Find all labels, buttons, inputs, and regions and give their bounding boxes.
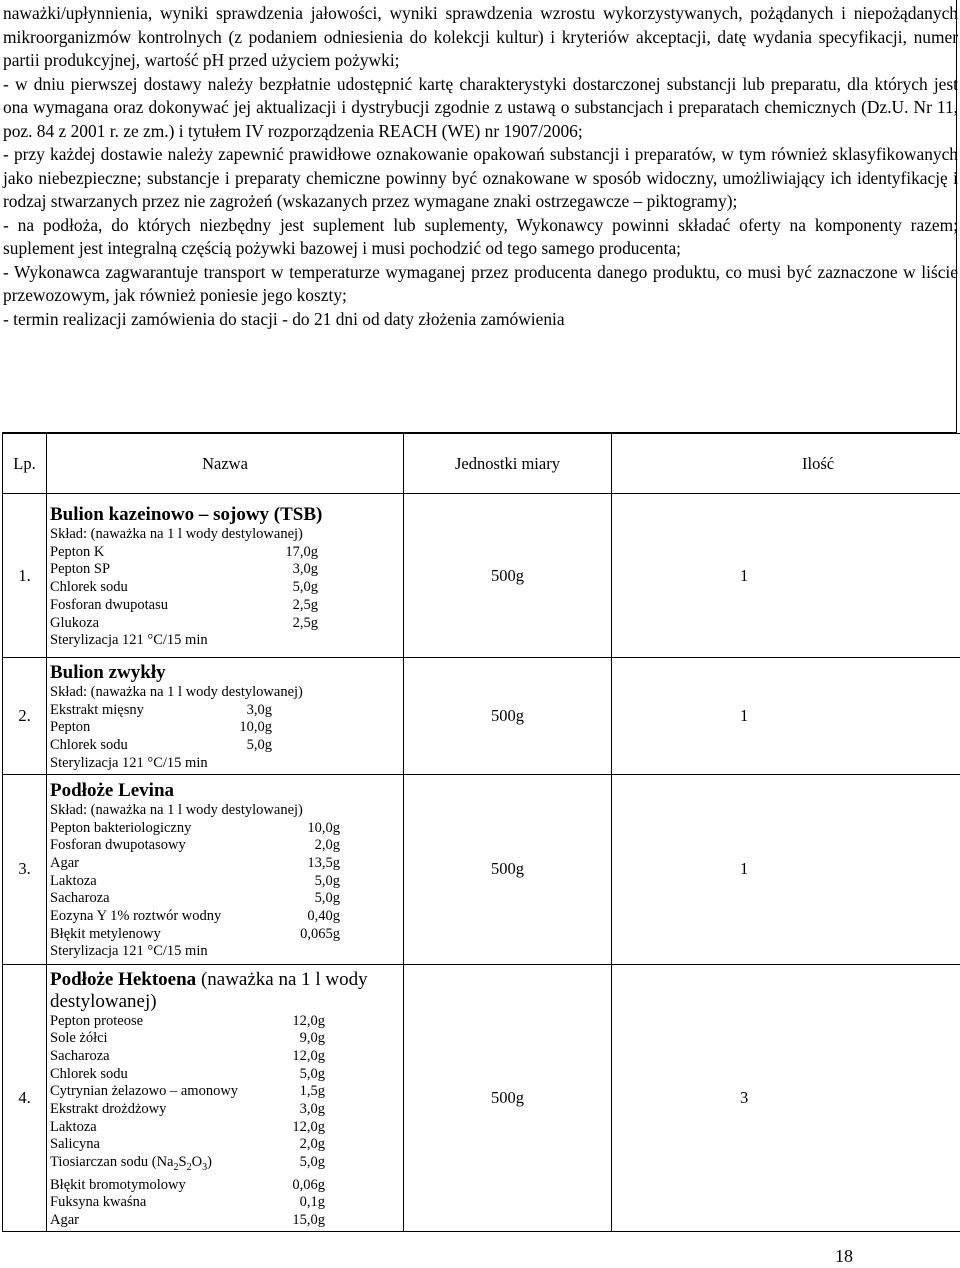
header-name: Nazwa (47, 434, 404, 494)
ingredient-line (50, 837, 399, 855)
product-title-name: Bulion kazeinowo – sojowy (TSB) (50, 504, 323, 526)
ingredient-line (50, 1194, 399, 1212)
ingredient-amount: 12,0g (292, 1012, 325, 1029)
product-title (50, 969, 399, 1013)
ingredient-amount: 12,0g (292, 1118, 325, 1135)
ingredient-name: Ekstrakt mięsny (50, 701, 144, 718)
ingredient-amount: 5,0g (314, 872, 340, 889)
row-qty: 1 (740, 859, 749, 879)
ingredient-amount: 10,0g (307, 819, 340, 836)
row-qty: 1 (740, 565, 749, 585)
ingredient-line (50, 890, 399, 908)
table-row (3, 658, 960, 775)
ingredient-amount: 5,0g (314, 890, 340, 907)
products-table (2, 433, 960, 1232)
ingredient-line (50, 561, 399, 579)
ingredient-line (50, 719, 399, 737)
row-qty: 3 (740, 1087, 749, 1107)
ingredient-amount: 5,0g (246, 737, 272, 754)
ingredient-name: Fuksyna kwaśna (50, 1194, 147, 1211)
ingredient-name: Chlorek sodu (50, 579, 128, 596)
ingredient-line (50, 737, 399, 755)
row-lp: 1. (3, 494, 47, 658)
ingredient-amount: 10,0g (239, 719, 272, 736)
composition-label: Skład: (naważka na 1 l wody destylowanej) (50, 526, 303, 543)
ingredient-name: Agar (50, 1212, 79, 1229)
ingredient-amount: 2,0g (299, 1136, 325, 1153)
ingredient-name: Cytrynian żelazowo – amonowy (50, 1083, 239, 1100)
product-description (47, 658, 403, 774)
header-unit: Jednostki miary (404, 434, 612, 494)
ingredient-line (50, 820, 399, 838)
product-description (47, 776, 403, 962)
ingredient-amount: 1,5g (299, 1083, 325, 1100)
sterilization-note: Sterylizacja 121 °C/15 min (50, 632, 208, 649)
intro-paragraph-5: - Wykonawca zagwarantuje transport w temperaturze wymaganej przez producenta danego produktu, co musi być zaznaczone w liście przewozowym, jak również poniesie jego koszty; (3, 261, 958, 305)
ingredient-name: Pepton (50, 719, 91, 736)
ingredient-name: Błękit metylenowy (50, 925, 161, 942)
ingredient-name: Sacharoza (50, 1047, 110, 1064)
page-number: 18 (835, 1246, 853, 1266)
ingredient-amount: 0,065g (300, 925, 340, 942)
ingredient-amount: 15,0g (292, 1212, 325, 1229)
ingredient-line (50, 1083, 399, 1101)
ingredient-amount: 13,5g (307, 854, 340, 871)
ingredient-line (50, 597, 399, 615)
ingredient-line (50, 579, 399, 597)
ingredient-line (50, 1066, 399, 1084)
row-name-cell (47, 494, 404, 658)
header-qty-label: Ilość (802, 453, 835, 473)
product-title-name: Podłoże Hektoena (50, 968, 197, 990)
ingredient-line (50, 702, 399, 720)
intro-paragraph-3: - przy każdej dostawie należy zapewnić prawidłowe oznakowanie opakowań substancji i preparatów, w tym również sklasyfikowanych jako niebezpieczne; substancje i preparaty chemiczne powinny być oznakowane w sposób widoczny, umożliwiający ich identyfikację i rodzaj stwarzanych przez nie zagrożeń (wskazanych przez wymagane znaki ostrzegawcze – piktogramy); (3, 144, 958, 211)
ingredient-amount: 3,0g (299, 1101, 325, 1118)
product-title-name: Podłoże Levina (50, 779, 175, 801)
product-title (50, 504, 399, 526)
intro-paragraph-1: naważki/upłynnienia, wyniki sprawdzenia jałowości, wyniki sprawdzenia wzrostu wykorzystywanych, pożądanych i niepożądanych mikroorganizmów kontrolnych (z podaniem odniesienia do kolekcji kultur) i kryteriów akceptacji, datę wydania specyfikacji, numer partii produkcyjnej, wartość pH przed użyciem pożywki; (3, 3, 958, 70)
product-title (50, 662, 399, 684)
ingredient-line (50, 908, 399, 926)
ingredient-name: Błękit bromotymolowy (50, 1176, 186, 1193)
ingredient-amount: 0,40g (307, 908, 340, 925)
row-name-cell (47, 658, 404, 775)
intro-paragraph-6: - termin realizacji zamówienia do stacji - do 21 dni od daty złożenia zamówienia (3, 308, 565, 329)
ingredient-name: Pepton K (50, 543, 105, 560)
ingredient-amount: 12,0g (292, 1047, 325, 1064)
ingredient-amount: 2,5g (292, 614, 318, 631)
ingredient-name: Chlorek sodu (50, 737, 128, 754)
ingredient-line (50, 1119, 399, 1137)
ingredient-name: Pepton SP (50, 561, 111, 578)
ingredient-amount: 3,0g (246, 701, 272, 718)
product-title (50, 780, 399, 802)
row-qty-cell (612, 774, 960, 964)
ingredient-amount: 0,06g (292, 1176, 325, 1193)
product-title-note: (naważka na 1 l wody destylowanej) (50, 968, 368, 1012)
product-description (47, 500, 403, 651)
intro-paragraph-2: - w dniu pierwszej dostawy należy bezpłatnie udostępnić kartę charakterystyki dostarczonej substancji lub preparatu, dla których jest ona wymagana oraz dokonywać jej aktualizacji i dystrybucji zgodnie z ustawą o substancjach i preparatach chemicznych (Dz.U. Nr 11, poz. 84 z 2001 r. ze zm.) i tytułem IV rozporządzenia REACH (WE) nr 1907/2006; (3, 73, 958, 141)
table-row (3, 774, 960, 964)
ingredient-amount: 2,5g (292, 596, 318, 613)
row-lp: 4. (3, 964, 47, 1231)
ingredient-line (50, 1013, 399, 1031)
sterilization-note: Sterylizacja 121 °C/15 min (50, 754, 208, 771)
ingredient-name: Tiosiarczan sodu $(Na_2S_2O_3)$ (50, 1154, 212, 1174)
table-header-row (3, 434, 960, 494)
header-lp: Lp. (3, 434, 47, 494)
ingredient-line (50, 855, 399, 873)
ingredient-amount: 3,0g (292, 561, 318, 578)
composition-label: Skład: (naważka na 1 l wody destylowanej) (50, 684, 303, 700)
row-lp: 2. (3, 658, 47, 775)
ingredient-name: Salicyna (50, 1136, 100, 1153)
row-lp: 3. (3, 774, 47, 964)
product-title-name: Bulion zwykły (50, 662, 166, 683)
row-unit: 500g (404, 964, 612, 1231)
ingredient-name: Sacharoza (50, 890, 110, 907)
ingredient-name: Sole żółci (50, 1030, 108, 1047)
row-unit: 500g (404, 494, 612, 658)
ingredient-amount: 17,0g (285, 543, 318, 560)
table-row (3, 964, 960, 1231)
ingredient-name: Ekstrakt drożdżowy (50, 1101, 167, 1118)
ingredient-name: Chlorek sodu (50, 1065, 128, 1082)
ingredient-amount: 5,0g (299, 1065, 325, 1082)
ingredient-line (50, 1101, 399, 1119)
row-unit: 500g (404, 774, 612, 964)
ingredient-line (50, 1177, 399, 1195)
row-name-cell (47, 774, 404, 964)
row-qty-cell (612, 658, 960, 775)
row-unit: 500g (404, 658, 612, 775)
ingredient-amount: 5,0g (292, 579, 318, 596)
ingredient-name: Glukoza (50, 614, 100, 631)
ingredient-line (50, 1212, 399, 1230)
ingredient-name: Pepton proteose (50, 1012, 144, 1029)
ingredient-line (50, 1030, 399, 1048)
intro-paragraph-4: - na podłoża, do których niezbędny jest suplement lub suplementy, Wykonawcy powinni składać oferty na komponenty razem; suplement jest integralną częścią pożywki bazowej i musi pochodzić od tego samego producenta; (3, 214, 958, 258)
ingredient-line (50, 873, 399, 891)
header-qty (612, 434, 960, 494)
row-qty-cell (612, 494, 960, 658)
ingredient-amount: 5,0g (299, 1154, 325, 1171)
table-row (3, 494, 960, 658)
ingredient-amount: 9,0g (299, 1030, 325, 1047)
product-description (47, 965, 403, 1231)
ingredient-name: Agar (50, 854, 79, 871)
row-qty-cell (612, 964, 960, 1231)
ingredient-line (50, 1154, 399, 1177)
ingredient-line (50, 926, 399, 944)
ingredient-line (50, 1048, 399, 1066)
ingredient-amount: 0,1g (299, 1194, 325, 1211)
ingredient-name: Fosforan dwupotasowy (50, 837, 186, 854)
ingredient-name: Laktoza (50, 1118, 97, 1135)
ingredient-line (50, 615, 399, 633)
ingredient-line (50, 544, 399, 562)
ingredient-name: Fosforan dwupotasu (50, 596, 169, 613)
ingredient-name: Eozyna Y 1% roztwór wodny (50, 908, 222, 925)
ingredient-line (50, 1136, 399, 1154)
sterilization-note: Sterylizacja 121 °C/15 min (50, 943, 208, 960)
row-qty: 1 (740, 705, 749, 725)
intro-text (3, 2, 958, 331)
composition-label: Skład: (naważka na 1 l wody destylowanej) (50, 801, 303, 818)
ingredient-name: Laktoza (50, 872, 97, 889)
ingredient-name: Pepton bakteriologiczny (50, 819, 192, 836)
row-name-cell (47, 964, 404, 1231)
ingredient-amount: 2,0g (314, 837, 340, 854)
